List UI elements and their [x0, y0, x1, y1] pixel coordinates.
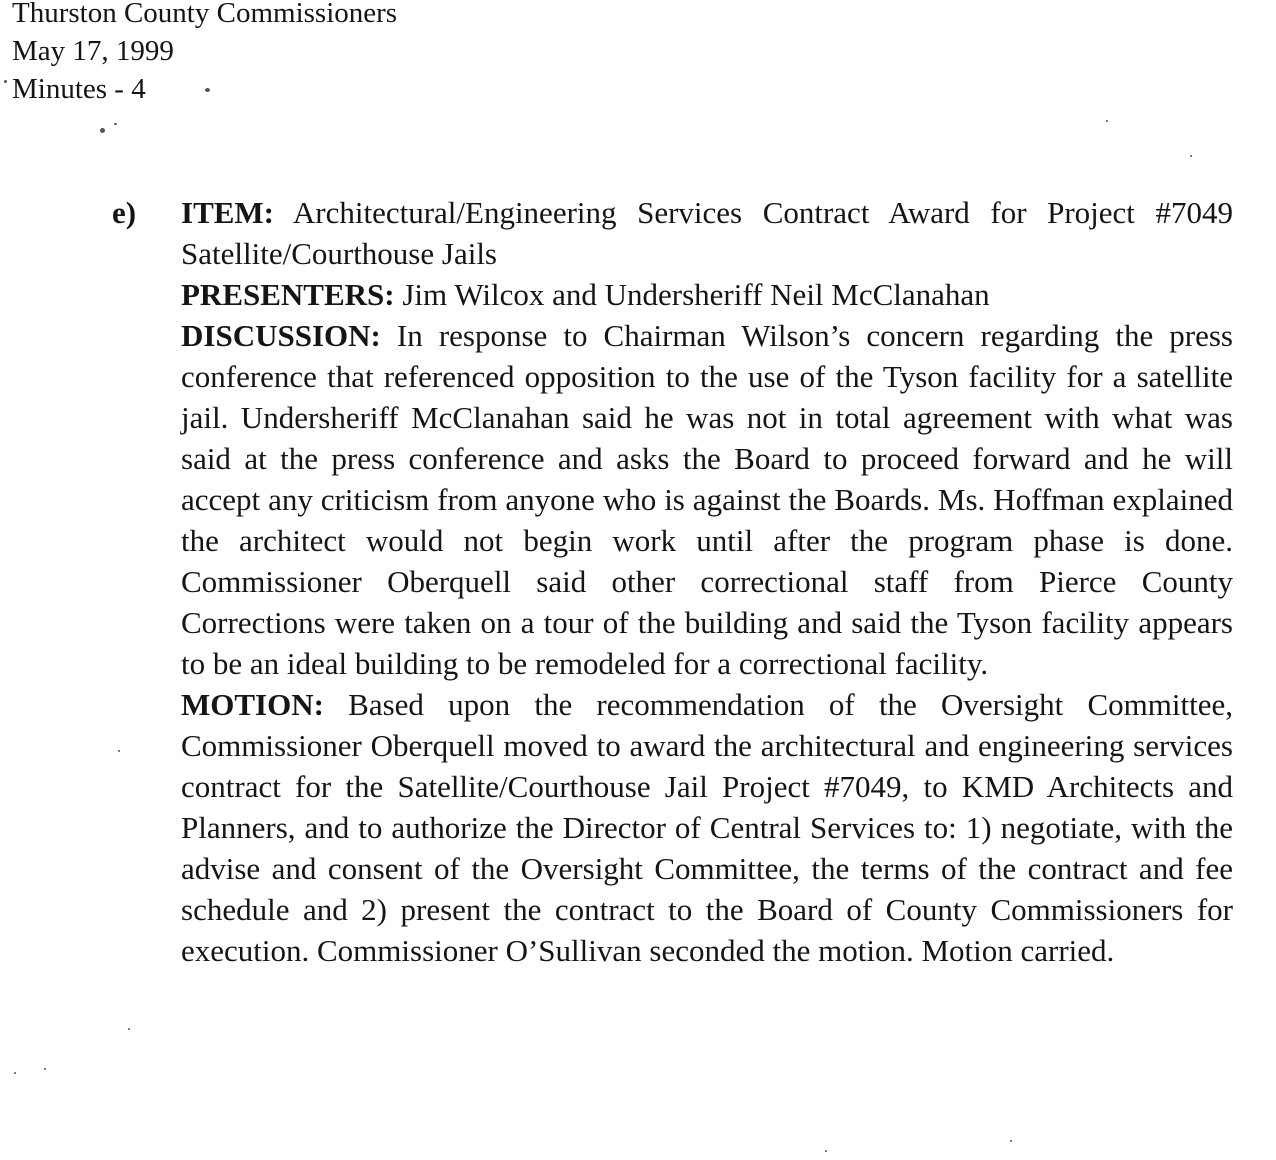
motion-label: MOTION: — [181, 687, 324, 722]
discussion — [181, 315, 1233, 684]
scan-speck — [100, 128, 105, 133]
item-content — [181, 192, 1233, 971]
presenters-label: PRESENTERS: — [181, 277, 395, 312]
scan-speck — [825, 1150, 827, 1152]
document-header — [12, 0, 397, 108]
presenters-text: Jim Wilcox and Undersheriff Neil McClanahan — [402, 277, 990, 312]
discussion-label: DISCUSSION: — [181, 318, 381, 353]
presenters — [181, 274, 1233, 315]
header-page: Minutes - 4 — [12, 73, 146, 105]
scan-speck — [1106, 120, 1108, 122]
scan-speck — [14, 1072, 16, 1074]
item-label: ITEM: — [181, 195, 274, 230]
item-title — [181, 192, 1233, 274]
scan-speck — [118, 750, 120, 752]
item-letter: e) — [112, 195, 137, 230]
header-date: May 17, 1999 — [12, 35, 174, 67]
discussion-text: In response to Chairman Wilson’s concern regarding the press conference that referenced opposition to the use of the Tyson facility for a satellite jail. Undersheriff McClanahan said he was not in total agreement with what was said at the press conference and asks the Board to proceed forward and he will accept any criticism from anyone who is against the Boards. Ms. Hoffman explained the architect would not begin work until after the program phase is done. Commissioner Oberquell said other correctional staff from Pierce County Corrections were taken on a tour of the building and said the Tyson facility appears to be an ideal building to be remodeled for a correctional facility. — [181, 318, 1233, 681]
scan-speck — [4, 80, 7, 83]
scan-speck — [44, 1068, 46, 1070]
scan-speck — [128, 1028, 130, 1030]
header-organization: Thurston County Commissioners — [12, 0, 398, 29]
item-text: Architectural/Engineering Services Contract Award for Project #7049 Satellite/Courthouse Jails — [181, 195, 1233, 271]
motion-text: Based upon the recommendation of the Oversight Committee, Commissioner Oberquell moved to award the architectural and engineering services contract for the Satellite/Courthouse Jail Project #7049, to KMD Architects and Planners, and to authorize the Director of Central Services to: 1) negotiate, with the advise and consent of the Oversight Committee, the terms of the contract and fee schedule and 2) present the contract to the Board of County Commissioners for execution. Commissioner O’Sullivan seconded the motion. Motion carried. — [181, 687, 1233, 968]
scan-speck — [114, 123, 117, 125]
scan-speck — [1190, 155, 1192, 157]
scan-speck — [1010, 1140, 1012, 1142]
scan-speck — [205, 88, 210, 92]
motion — [181, 684, 1233, 971]
